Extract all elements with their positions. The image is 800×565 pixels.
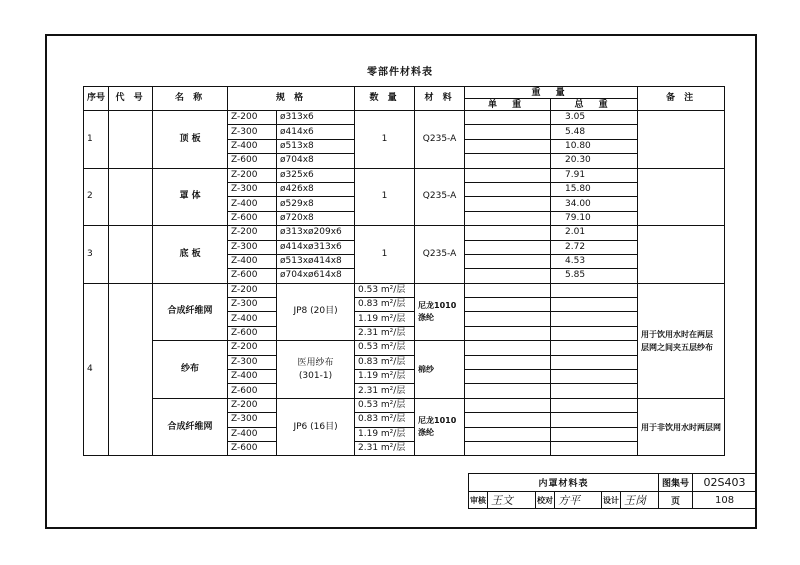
qty-cell: 1.19 m²/层	[355, 370, 415, 384]
qty-cell: 1.19 m²/层	[355, 427, 415, 441]
seq-cell: 1	[84, 111, 109, 169]
qty-cell: 2.31 m²/层	[355, 441, 415, 455]
unit-weight-cell	[465, 240, 551, 254]
note-cell	[638, 111, 725, 169]
total-weight-cell: 5.48	[551, 125, 638, 139]
spec-cell: ø513xø414x8	[277, 254, 355, 268]
code-cell	[109, 111, 153, 169]
spec-cell: ø414xø313x6	[277, 240, 355, 254]
unit-weight-cell	[465, 154, 551, 168]
material-cell: Q235-A	[415, 111, 465, 169]
total-weight-cell: 10.80	[551, 139, 638, 153]
material-cell: 棉纱	[415, 341, 465, 399]
unit-weight-cell	[465, 441, 551, 455]
unit-weight-cell	[465, 398, 551, 412]
atlas-label: 图集号	[659, 474, 693, 492]
total-weight-cell	[551, 398, 638, 412]
qty-cell: 0.83 m²/层	[355, 355, 415, 369]
part-name-cell: 合成纤维网	[153, 283, 228, 341]
materials-table	[83, 86, 725, 456]
part-name-cell: 顶 板	[153, 111, 228, 169]
page-number: 108	[693, 492, 757, 509]
total-weight-cell	[551, 355, 638, 369]
design-signature: 王岗	[621, 492, 659, 509]
spec-line: JP8 (20目)	[293, 306, 338, 317]
note-line: 用于饮用水时在两层	[641, 329, 714, 339]
header-seq: 序号	[84, 87, 109, 111]
model-cell: Z-200	[228, 168, 277, 182]
header-row	[84, 87, 725, 99]
unit-weight-cell	[465, 197, 551, 211]
spec-cell: ø426x8	[277, 182, 355, 196]
unit-weight-cell	[465, 341, 551, 355]
qty-cell: 2.31 m²/层	[355, 326, 415, 340]
qty-cell: 1.19 m²/层	[355, 312, 415, 326]
total-weight-cell	[551, 326, 638, 340]
total-weight-cell	[551, 283, 638, 297]
part-name-cell: 罩 体	[153, 168, 228, 226]
total-weight-cell: 34.00	[551, 197, 638, 211]
unit-weight-cell	[465, 125, 551, 139]
spec-line: 医用纱布	[297, 357, 334, 368]
total-weight-cell	[551, 427, 638, 441]
page-label: 页	[659, 492, 693, 509]
qty-cell: 0.53 m²/层	[355, 398, 415, 412]
part-name-cell: 合成纤维网	[153, 398, 228, 456]
unit-weight-cell	[465, 355, 551, 369]
code-cell	[109, 168, 153, 226]
model-cell: Z-400	[228, 312, 277, 326]
unit-weight-cell	[465, 427, 551, 441]
model-cell: Z-400	[228, 427, 277, 441]
part-name-cell: 底 板	[153, 226, 228, 284]
total-weight-cell: 5.85	[551, 269, 638, 283]
unit-weight-cell	[465, 269, 551, 283]
check-signature: 方平	[555, 492, 602, 509]
model-cell: Z-400	[228, 254, 277, 268]
unit-weight-cell	[465, 254, 551, 268]
model-cell: Z-200	[228, 111, 277, 125]
atlas-number: 02S403	[693, 474, 757, 492]
note-cell	[638, 283, 725, 398]
model-cell: Z-200	[228, 398, 277, 412]
header-spec: 规 格	[228, 87, 355, 111]
table-row	[84, 398, 725, 412]
total-weight-cell: 7.91	[551, 168, 638, 182]
unit-weight-cell	[465, 283, 551, 297]
check-label: 校对	[536, 492, 555, 509]
spec-cell	[277, 398, 355, 456]
model-cell: Z-600	[228, 154, 277, 168]
model-cell: Z-300	[228, 355, 277, 369]
unit-weight-cell	[465, 211, 551, 225]
spec-cell: ø704x8	[277, 154, 355, 168]
total-weight-cell: 2.72	[551, 240, 638, 254]
seq-cell: 2	[84, 168, 109, 226]
total-weight-cell: 3.05	[551, 111, 638, 125]
qty-cell: 1	[355, 111, 415, 169]
code-cell	[109, 283, 153, 456]
drawing-title: 内罩材料表	[469, 474, 659, 492]
header-name: 名 称	[153, 87, 228, 111]
total-weight-cell: 2.01	[551, 226, 638, 240]
model-cell: Z-300	[228, 240, 277, 254]
qty-cell: 1	[355, 226, 415, 284]
model-cell: Z-400	[228, 139, 277, 153]
model-cell: Z-600	[228, 269, 277, 283]
model-cell: Z-600	[228, 441, 277, 455]
table-title: 零部件材料表	[367, 67, 433, 78]
note-cell	[638, 168, 725, 226]
spec-cell	[277, 341, 355, 399]
review-label: 审核	[469, 492, 488, 509]
design-label: 设计	[602, 492, 621, 509]
spec-cell: ø325x6	[277, 168, 355, 182]
model-cell: Z-200	[228, 283, 277, 297]
header-qty: 数 量	[355, 87, 415, 111]
spec-cell	[277, 283, 355, 341]
header-material: 材 料	[415, 87, 465, 111]
unit-weight-cell	[465, 413, 551, 427]
table-row	[84, 283, 725, 297]
header-code: 代 号	[109, 87, 153, 111]
seq-cell: 4	[84, 283, 109, 456]
header-total-weight: 总 重	[551, 99, 638, 111]
unit-weight-cell	[465, 298, 551, 312]
spec-cell: ø313xø209x6	[277, 226, 355, 240]
header-unit-weight: 单 重	[465, 99, 551, 111]
model-cell: Z-400	[228, 370, 277, 384]
table-row	[84, 226, 725, 240]
total-weight-cell: 4.53	[551, 254, 638, 268]
total-weight-cell	[551, 384, 638, 398]
total-weight-cell	[551, 312, 638, 326]
model-cell: Z-300	[228, 413, 277, 427]
spec-cell: ø414x6	[277, 125, 355, 139]
unit-weight-cell	[465, 326, 551, 340]
qty-cell: 0.83 m²/层	[355, 413, 415, 427]
material-cell: Q235-A	[415, 226, 465, 284]
spec-cell: ø720x8	[277, 211, 355, 225]
material-cell: Q235-A	[415, 168, 465, 226]
model-cell: Z-300	[228, 182, 277, 196]
total-weight-cell: 20.30	[551, 154, 638, 168]
unit-weight-cell	[465, 168, 551, 182]
unit-weight-cell	[465, 139, 551, 153]
qty-cell: 2.31 m²/层	[355, 384, 415, 398]
seq-cell: 3	[84, 226, 109, 284]
model-cell: Z-200	[228, 226, 277, 240]
total-weight-cell	[551, 298, 638, 312]
table-row	[84, 341, 725, 355]
qty-cell: 1	[355, 168, 415, 226]
spec-cell: ø704xø614x8	[277, 269, 355, 283]
unit-weight-cell	[465, 182, 551, 196]
model-cell: Z-400	[228, 197, 277, 211]
code-cell	[109, 226, 153, 284]
spec-line: JP6 (16目)	[293, 421, 338, 432]
model-cell: Z-300	[228, 125, 277, 139]
table-row	[84, 111, 725, 125]
note-cell: 用于非饮用水时两层网	[638, 398, 725, 456]
header-note: 备 注	[638, 87, 725, 111]
unit-weight-cell	[465, 384, 551, 398]
qty-cell: 0.83 m²/层	[355, 298, 415, 312]
total-weight-cell: 15.80	[551, 182, 638, 196]
total-weight-cell	[551, 441, 638, 455]
note-cell	[638, 226, 725, 284]
review-signature: 王文	[488, 492, 536, 509]
spec-cell: ø529x8	[277, 197, 355, 211]
table-row	[84, 168, 725, 182]
total-weight-cell	[551, 341, 638, 355]
qty-cell: 0.53 m²/层	[355, 283, 415, 297]
note-line: 层网之间夹五层纱布	[641, 342, 714, 352]
total-weight-cell	[551, 413, 638, 427]
total-weight-cell	[551, 370, 638, 384]
unit-weight-cell	[465, 226, 551, 240]
model-cell: Z-600	[228, 211, 277, 225]
unit-weight-cell	[465, 312, 551, 326]
total-weight-cell: 79.10	[551, 211, 638, 225]
title-block	[468, 473, 757, 509]
model-cell: Z-300	[228, 298, 277, 312]
spec-cell: ø313x6	[277, 111, 355, 125]
material-cell: 尼龙1010 涤纶	[415, 283, 465, 341]
model-cell: Z-200	[228, 341, 277, 355]
material-cell: 尼龙1010 涤纶	[415, 398, 465, 456]
header-weight: 重 量	[465, 87, 638, 99]
unit-weight-cell	[465, 111, 551, 125]
spec-cell: ø513x8	[277, 139, 355, 153]
unit-weight-cell	[465, 370, 551, 384]
part-name-cell: 纱布	[153, 341, 228, 399]
model-cell: Z-600	[228, 326, 277, 340]
qty-cell: 0.53 m²/层	[355, 341, 415, 355]
model-cell: Z-600	[228, 384, 277, 398]
spec-line: (301-1)	[298, 370, 333, 381]
